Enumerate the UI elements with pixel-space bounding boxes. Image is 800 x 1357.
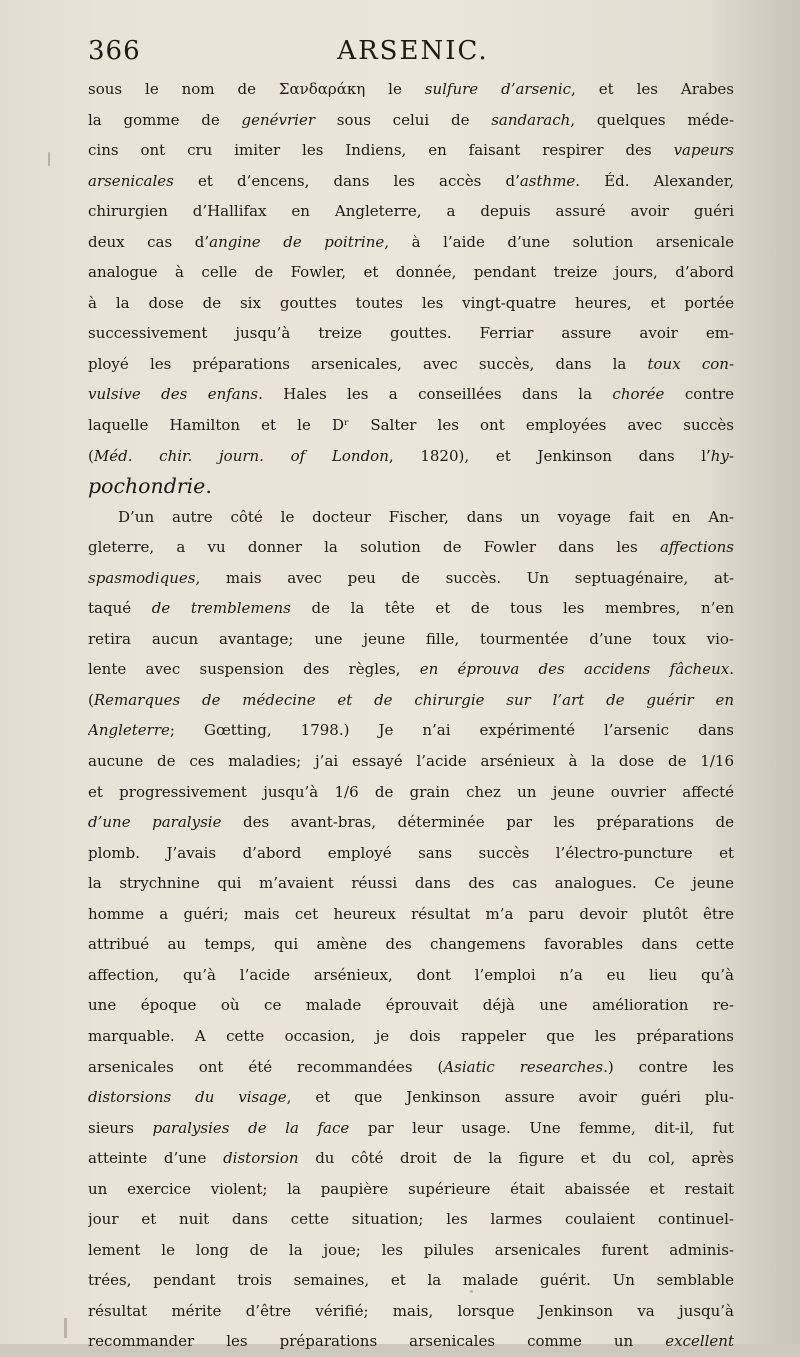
italic-text: pochondrie xyxy=(88,474,206,499)
text-line xyxy=(88,318,734,349)
text-segment: la strychnine qui m’avaient réussi dans des cas analogues. Ce jeune xyxy=(88,874,734,893)
text-line xyxy=(88,1296,734,1327)
text-line xyxy=(88,715,734,746)
text-line xyxy=(88,471,734,502)
text-line xyxy=(88,1204,734,1235)
text-segment: trées, pendant trois semaines, et la malade guérit. Un semblable xyxy=(88,1271,734,1290)
text-line xyxy=(88,135,734,166)
text-segment: sous celui de xyxy=(315,110,492,129)
text-line xyxy=(88,105,734,136)
italic-text: distorsion xyxy=(223,1149,299,1168)
italic-text: Asiatic researches xyxy=(443,1057,604,1076)
text-line xyxy=(88,1021,734,1052)
text-segment: lente avec suspension des règles, xyxy=(88,660,420,679)
text-segment: marquable. A cette occasion, je dois rappeler que les préparations xyxy=(88,1026,734,1045)
text-segment: jour et nuit dans cette situation; les larmes coulaient continuel- xyxy=(88,1210,734,1229)
text-line xyxy=(88,288,734,319)
text-segment: deux cas d’ xyxy=(88,232,210,251)
text-line xyxy=(88,838,734,869)
text-segment: et d’encens, dans les accès d’ xyxy=(173,171,520,190)
text-segment: résultat mérite d’être vérifié; mais, lorsque Jenkinson va jusqu’à xyxy=(88,1301,734,1320)
italic-text: toux con- xyxy=(647,354,734,373)
running-head: ARSENIC. xyxy=(337,36,489,66)
text-segment: chirurgien d’Hallifax en Angleterre, a depuis assuré avoir guéri xyxy=(88,202,734,221)
text-segment: ( xyxy=(88,690,94,709)
text-segment: aucune de ces maladies; j’ai essayé l’acide arsénieux à la dose de 1/16 xyxy=(88,752,734,771)
text-line xyxy=(88,624,734,655)
text-segment: de la tête et de tous les membres, n’en xyxy=(290,599,734,618)
italic-text: en éprouva des accidens fâcheux xyxy=(419,660,730,679)
body-text xyxy=(88,74,734,1357)
text-segment: à la dose de six gouttes toutes les vingt-quatre heures, et portée xyxy=(88,293,734,312)
text-line xyxy=(88,1235,734,1266)
text-segment: la gomme de xyxy=(88,110,242,129)
text-line xyxy=(88,685,734,716)
text-line xyxy=(88,1082,734,1113)
italic-text: vulsive des enfans xyxy=(88,385,259,404)
text-segment: , et que Jenkinson assure avoir guéri plu- xyxy=(286,1088,734,1107)
text-line xyxy=(88,899,734,930)
text-line xyxy=(88,502,734,533)
text-segment: le xyxy=(365,80,425,98)
text-segment: arsenicales ont été recommandées ( xyxy=(88,1057,444,1076)
text-segment: laquelle Hamilton et le Dʳ Salter les ont employées avec succès xyxy=(88,416,734,435)
text-line xyxy=(88,166,734,197)
text-segment: attribué au temps, qui amène des changemens favorables dans cette xyxy=(88,935,734,954)
italic-text: distorsions du visage xyxy=(88,1088,287,1107)
text-segment: ; Gœtting, 1798.) Je n’ai expérimenté l’arsenic dans xyxy=(169,721,734,740)
text-line xyxy=(88,593,734,624)
text-segment: . xyxy=(205,474,212,499)
text-segment: , mais avec peu de succès. Un septuagénaire, at- xyxy=(195,568,734,587)
text-segment: , quelques méde- xyxy=(570,110,734,129)
text-line xyxy=(88,227,734,258)
text-line xyxy=(88,257,734,288)
text-segment: . Hales les a conseillées dans la xyxy=(258,385,613,404)
text-line xyxy=(88,532,734,563)
text-line xyxy=(88,196,734,227)
text-segment: gleterre, a vu donner la solution de Fowler dans les xyxy=(88,538,660,557)
text-segment: une époque où ce malade éprouvait déjà une amélioration re- xyxy=(88,996,734,1015)
text-segment: , et les Arabes xyxy=(571,80,734,98)
text-line xyxy=(88,1326,734,1357)
text-line xyxy=(88,441,734,472)
text-line xyxy=(88,807,734,838)
italic-text: genévrier xyxy=(241,110,316,129)
text-line xyxy=(88,379,734,410)
italic-text: Méd. chir. journ. of London xyxy=(93,446,389,465)
italic-text: sulfure d’arsenic xyxy=(424,80,572,98)
italic-text: sandarach xyxy=(491,110,571,129)
italic-text: excellent xyxy=(665,1332,734,1351)
text-segment: du côté droit de la figure et du col, après xyxy=(298,1149,734,1168)
text-line xyxy=(88,868,734,899)
italic-text: chorée xyxy=(612,385,665,404)
text-segment: . xyxy=(729,660,734,679)
italic-text: hy- xyxy=(710,446,734,465)
italic-text: Remarques de médecine et de chirurgie sur l’art de guérir en xyxy=(93,690,734,709)
text-line xyxy=(88,777,734,808)
text-line xyxy=(88,74,734,105)
text-segment: taqué xyxy=(88,599,152,618)
text-line xyxy=(88,929,734,960)
text-segment: ployé les préparations arsenicales, avec succès, dans la xyxy=(88,354,648,373)
text-segment: lement le long de la joue; les pilules arsenicales furent adminis- xyxy=(88,1240,734,1259)
page-number: 366 xyxy=(88,36,141,66)
text-line xyxy=(88,1265,734,1296)
italic-text: arsenicales xyxy=(88,171,174,190)
italic-text: spasmodiques xyxy=(88,568,196,587)
text-segment: atteinte d’une xyxy=(88,1149,224,1168)
text-line xyxy=(88,1113,734,1144)
text-line xyxy=(88,1143,734,1174)
text-segment: sieurs xyxy=(88,1118,153,1137)
page-header xyxy=(88,36,738,72)
text-segment: et progressivement jusqu’à 1/6 de grain chez un jeune ouvrier affecté xyxy=(88,782,734,801)
text-segment: cins ont cru imiter les Indiens, en faisant respirer des xyxy=(88,141,674,160)
text-segment: homme a guéri; mais cet heureux résultat m’a paru devoir plutôt être xyxy=(88,904,734,923)
text-segment: des avant-bras, déterminée par les préparations de xyxy=(221,813,734,832)
text-segment: retira aucun avantage; une jeune fille, tourmentée d’une toux vio- xyxy=(88,629,734,648)
text-line xyxy=(88,1174,734,1205)
text-segment: .) contre les xyxy=(603,1057,734,1076)
text-segment: ( xyxy=(88,446,94,465)
text-segment: sous le nom de xyxy=(88,80,279,98)
text-segment: plomb. J’avais d’abord employé sans succès l’électro-puncture et xyxy=(88,843,734,862)
paper-blemish xyxy=(470,1290,473,1293)
paper-blemish xyxy=(48,152,50,166)
italic-text: paralysies de la face xyxy=(152,1118,350,1137)
paper-blemish xyxy=(64,1318,67,1338)
text-segment: un exercice violent; la paupière supérieure était abaissée et restait xyxy=(88,1179,734,1198)
text-segment: contre xyxy=(664,385,734,404)
text-line xyxy=(88,349,734,380)
italic-text: Angleterre xyxy=(88,721,170,740)
text-segment: D’un autre côté le docteur Fischer, dans un voyage fait en An- xyxy=(118,507,734,526)
italic-text: vapeurs xyxy=(673,141,734,160)
text-line xyxy=(88,1052,734,1083)
italic-text: de tremblemens xyxy=(151,599,291,618)
text-line xyxy=(88,410,734,441)
italic-text: angine de poitrine xyxy=(209,232,385,251)
text-segment: . Éd. Alexander, xyxy=(575,171,734,190)
text-line xyxy=(88,960,734,991)
text-line xyxy=(88,654,734,685)
text-line xyxy=(88,990,734,1021)
text-line xyxy=(88,746,734,777)
italic-text: d’une paralysie xyxy=(88,813,222,832)
text-segment: , 1820), et Jenkinson dans l’ xyxy=(388,446,711,465)
text-line xyxy=(88,563,734,594)
text-segment: Σανδαράκη xyxy=(278,80,366,98)
italic-text: asthme xyxy=(519,171,576,190)
text-segment: affection, qu’à l’acide arsénieux, dont l’emploi n’a eu lieu qu’à xyxy=(88,965,734,984)
text-segment: par leur usage. Une femme, dit-il, fut xyxy=(349,1118,734,1137)
text-segment: recommander les préparations arsenicales comme un xyxy=(88,1332,666,1351)
text-segment: analogue à celle de Fowler, et donnée, pendant treize jours, d’abord xyxy=(88,263,734,282)
text-segment: , à l’aide d’une solution arsenicale xyxy=(384,232,734,251)
italic-text: affections xyxy=(659,538,734,557)
text-segment: successivement jusqu’à treize gouttes. Ferriar assure avoir em- xyxy=(88,324,734,343)
